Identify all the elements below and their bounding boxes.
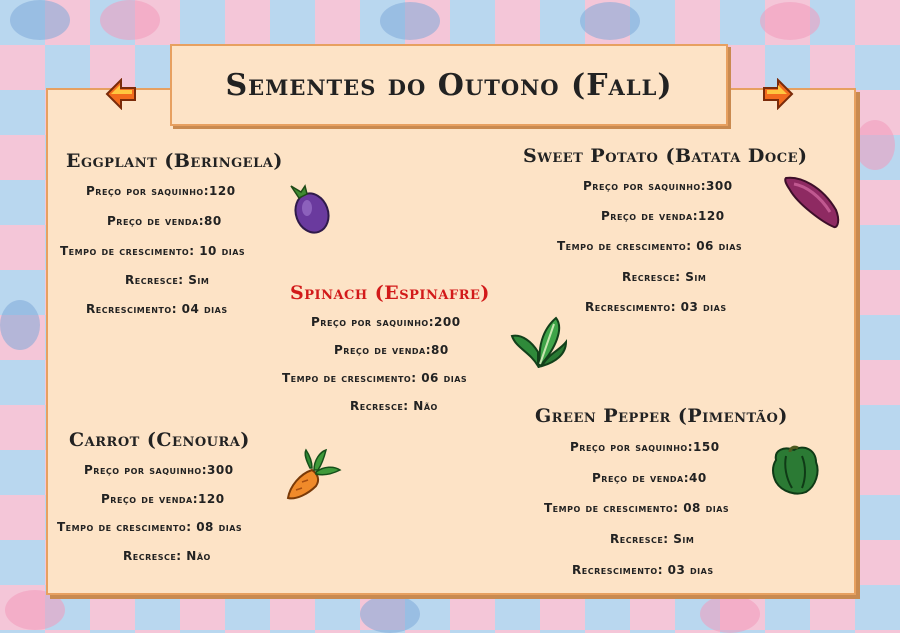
green-pepper-icon [768, 442, 824, 496]
eggplant-icon [285, 180, 335, 235]
sell-price: Preço de venda:80 [334, 343, 449, 357]
prev-page-button[interactable] [105, 78, 137, 110]
seed-price: Preço por saquinho:300 [583, 179, 733, 193]
crop-name-end: ) [480, 282, 490, 304]
background-decoration [380, 2, 440, 40]
sweet-potato-icon [782, 172, 844, 232]
crop-name: Carrot (Cenoura) [69, 429, 250, 451]
growth-time: Tempo de crescimento: 08 dias [57, 520, 243, 534]
background-decoration [700, 595, 760, 633]
regrows: Recresce: Sim [125, 273, 210, 287]
regrows: Recresce: Sim [622, 270, 707, 284]
regrows: Recresce: Não [123, 549, 211, 563]
sell-price: Preço de venda:40 [592, 471, 707, 485]
sell-price: Preço de venda:80 [107, 214, 222, 228]
sell-price: Preço de venda:120 [601, 209, 725, 223]
regrows: Recresce: Não [350, 399, 438, 413]
arrow-left-icon [105, 78, 137, 110]
spinach-icon [508, 312, 570, 368]
background-decoration [580, 2, 640, 40]
growth-time: Tempo de crescimento: 08 dias [544, 501, 730, 515]
background-decoration [855, 120, 895, 170]
regrowth-time: Recrescimento: 03 dias [572, 563, 714, 577]
regrows: Recresce: Sim [610, 532, 695, 546]
growth-time: Tempo de crescimento: 06 dias [557, 239, 743, 253]
background-decoration [360, 595, 420, 633]
background-decoration [10, 0, 70, 40]
arrow-right-icon [762, 78, 794, 110]
seed-price: Preço por saquinho:200 [311, 315, 461, 329]
background-decoration [100, 0, 160, 40]
background-decoration [760, 2, 820, 40]
title-banner [170, 44, 728, 126]
crop-name [290, 282, 490, 304]
seed-price: Preço por saquinho:120 [86, 184, 236, 198]
crop-name: Eggplant (Beringela) [66, 150, 283, 172]
crop-name-inner: Espinafre [384, 282, 481, 304]
background-decoration [0, 300, 40, 350]
background-decoration [5, 590, 65, 630]
seed-price: Preço por saquinho:150 [570, 440, 720, 454]
crop-name: Sweet Potato (Batata Doce) [523, 145, 808, 167]
crop-name-main: Spinach ( [290, 282, 385, 304]
page-title: Sementes do Outono (Fall) [225, 67, 673, 103]
sell-price: Preço de venda:120 [101, 492, 225, 506]
crop-name: Green Pepper (Pimentão) [535, 405, 788, 427]
regrowth-time: Recrescimento: 04 dias [86, 302, 228, 316]
next-page-button[interactable] [762, 78, 794, 110]
growth-time: Tempo de crescimento: 10 dias [60, 244, 246, 258]
growth-time: Tempo de crescimento: 06 dias [282, 371, 468, 385]
carrot-icon [280, 448, 342, 506]
seed-price: Preço por saquinho:300 [84, 463, 234, 477]
regrowth-time: Recrescimento: 03 dias [585, 300, 727, 314]
